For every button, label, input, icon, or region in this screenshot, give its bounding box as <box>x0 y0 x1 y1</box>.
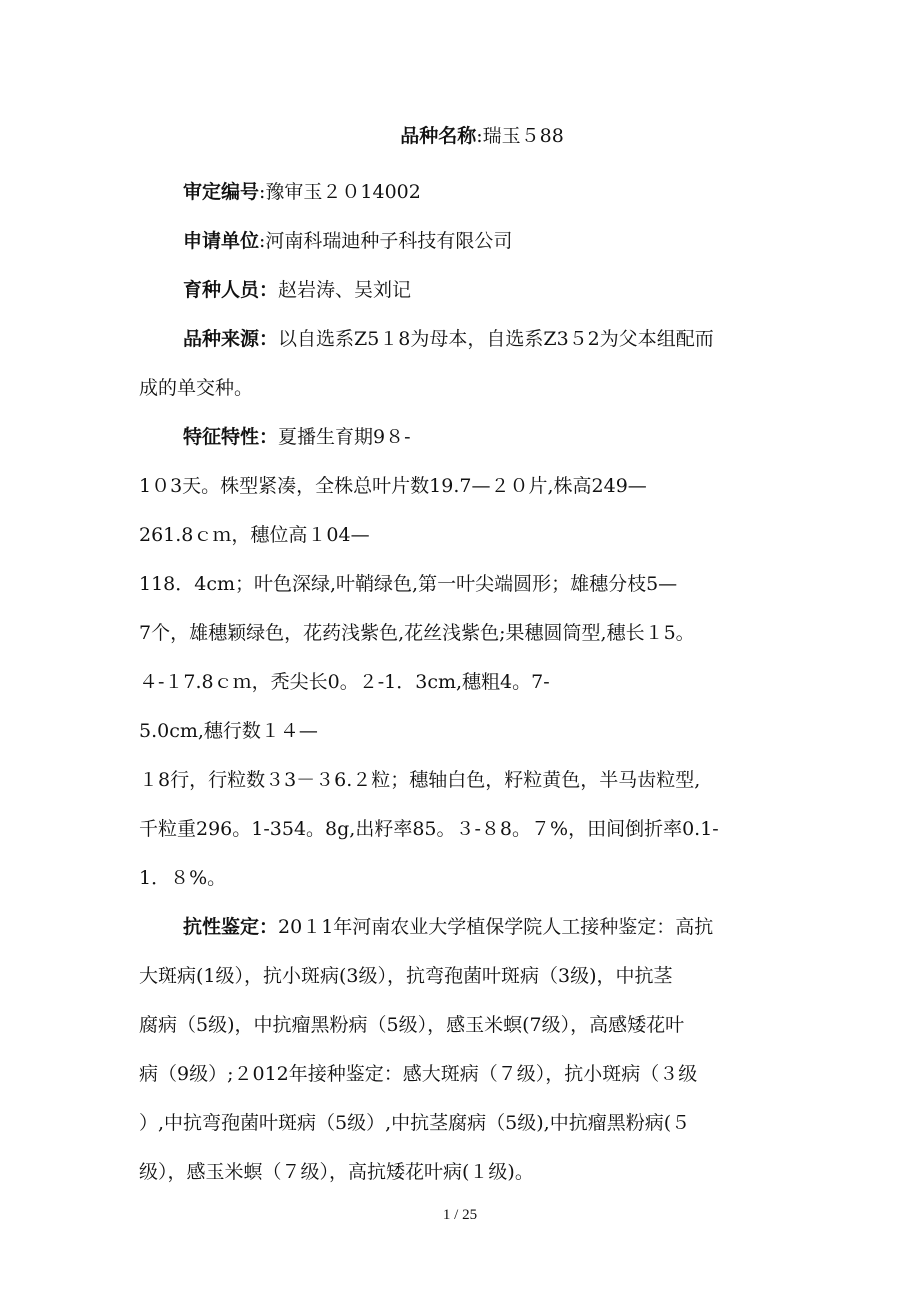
resistance-line <box>139 903 789 952</box>
traits-line <box>139 413 789 462</box>
document-body <box>139 168 789 1197</box>
source-line <box>139 315 789 364</box>
traits-line: 5.0cm,穗行数１４— <box>139 720 318 742</box>
approval-number-value: 豫审玉２０14002 <box>265 181 421 203</box>
variety-name-label: 品种名称 <box>400 125 477 147</box>
resistance-paragraph <box>139 903 789 1197</box>
resistance-line: ）,中抗弯孢菌叶斑病（5级）,中抗茎腐病（5级),中抗瘤黑粉病(５ <box>139 1112 691 1134</box>
traits-line: ４-１7.8ｃｍ，秃尖长0。２-1．3cm,穗粗4。7- <box>139 671 550 693</box>
resistance-line: 病（9级）;２012年接种鉴定：感大斑病（７级），抗小斑病（３级 <box>139 1063 698 1085</box>
source-text-1: 以自选系Z5１8为母本，自选系Z3５2为父本组配而 <box>278 328 714 350</box>
variety-name-value: 瑞玉５88 <box>482 125 564 147</box>
applicant-label: 申请单位 <box>183 230 260 252</box>
applicant-paragraph <box>139 217 789 266</box>
page-number: 1 / 25 <box>442 1207 478 1223</box>
applicant-value: 河南科瑞迪种子科技有限公司 <box>265 230 513 252</box>
traits-line: 千粒重296。1-354。8g,出籽率85。３-８8。７%，田间倒折率0.1- <box>139 818 719 840</box>
traits-line: 118．4cm；叶色深绿,叶鞘绿色,第一叶尖端圆形；雄穗分枝5— <box>139 573 678 595</box>
traits-line: １8行，行粒数３3－３6.２粒；穗轴白色，籽粒黄色，半马齿粒型, <box>139 769 701 791</box>
source-paragraph <box>139 315 789 413</box>
resistance-label: 抗性鉴定： <box>183 916 279 938</box>
variety-name-heading <box>0 122 920 150</box>
approval-number-sep: : <box>259 181 266 203</box>
applicant-sep: : <box>259 230 266 252</box>
traits-line: 1０3天。株型紧凑，全株总叶片数19.7—２０片,株高249— <box>139 475 647 497</box>
resistance-line: 大斑病(1级），抗小斑病(3级），抗弯孢菌叶斑病（3级)，中抗茎 <box>139 965 673 987</box>
traits-line: 1．８%。 <box>139 867 227 889</box>
traits-text-1: 夏播生育期9８- <box>278 426 411 448</box>
traits-paragraph <box>139 413 789 903</box>
resistance-line: 级），感玉米螟（７级），高抗矮花叶病(１级)。 <box>139 1161 534 1183</box>
source-line: 成的单交种。 <box>139 377 254 399</box>
breeders-label: 育种人员： <box>183 279 279 301</box>
approval-number-label: 审定编号 <box>183 181 260 203</box>
variety-name-sep: : <box>476 125 483 147</box>
resistance-line: 腐病（5级)，中抗瘤黑粉病（5级），感玉米螟(7级），高感矮花叶 <box>139 1014 685 1036</box>
approval-number-paragraph <box>139 168 789 217</box>
traits-label: 特征特性： <box>183 426 279 448</box>
breeders-paragraph <box>139 266 789 315</box>
resistance-text-1: 20１1年河南农业大学植保学院人工接种鉴定：高抗 <box>278 916 714 938</box>
traits-line: 7个，雄穗颖绿色，花药浅紫色,花丝浅紫色;果穗圆筒型,穗长１5。 <box>139 622 695 644</box>
breeders-value: 赵岩涛、吴刘记 <box>278 279 412 301</box>
traits-line: 261.8ｃｍ，穗位高１04— <box>139 524 370 546</box>
source-label: 品种来源： <box>183 328 279 350</box>
